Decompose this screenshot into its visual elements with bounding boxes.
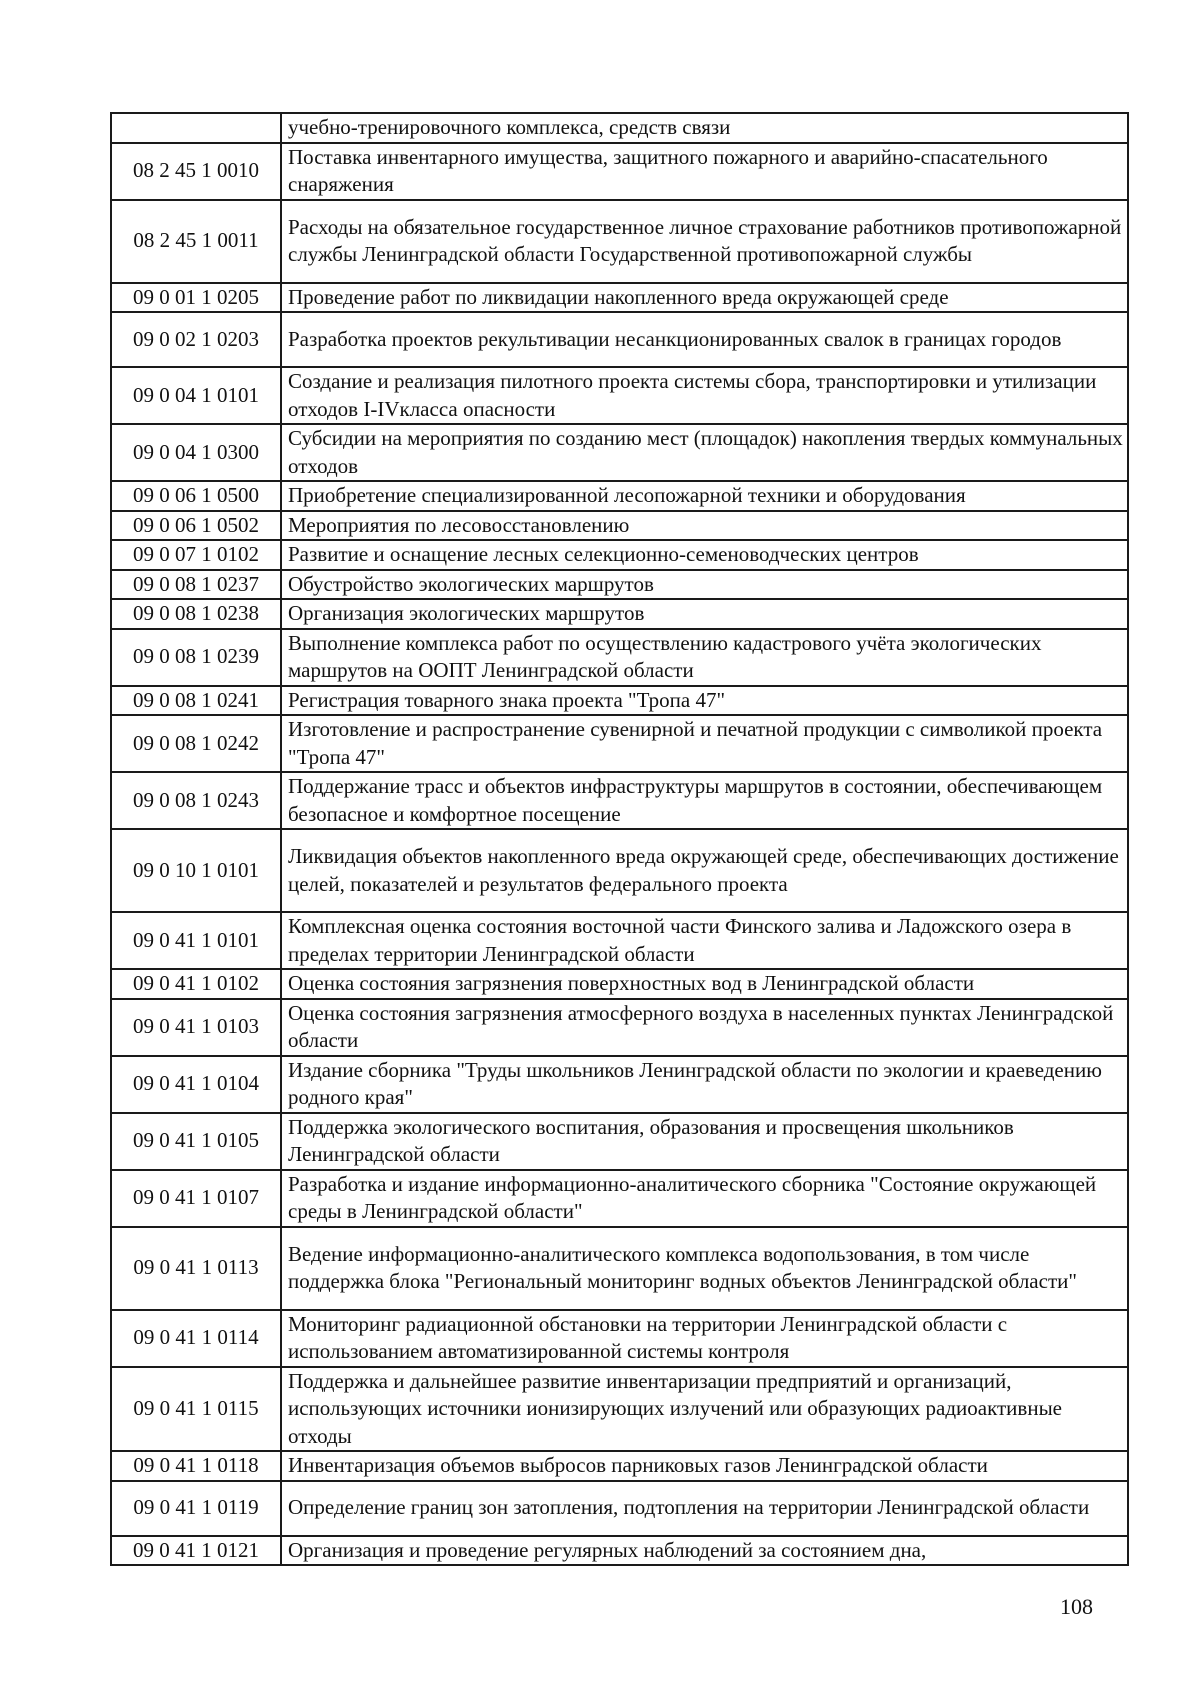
table-row — [111, 772, 1128, 829]
table-row — [111, 599, 1128, 629]
table-row — [111, 686, 1128, 716]
budget-code-cell: 09 0 10 1 0101 — [111, 829, 281, 912]
budget-code-cell: 09 0 02 1 0203 — [111, 312, 281, 367]
table-row — [111, 1170, 1128, 1227]
budget-code-cell: 09 0 41 1 0115 — [111, 1367, 281, 1452]
description-cell: Определение границ зон затопления, подтопления на территории Ленинградской области — [281, 1481, 1128, 1536]
budget-code-cell: 09 0 41 1 0113 — [111, 1227, 281, 1310]
table-row — [111, 367, 1128, 424]
description-cell: Организация и проведение регулярных наблюдений за состоянием дна, — [281, 1536, 1128, 1566]
table-row — [111, 1056, 1128, 1113]
table-row — [111, 715, 1128, 772]
table-row — [111, 312, 1128, 367]
page-number: 108 — [1060, 1594, 1093, 1619]
budget-code-cell: 09 0 08 1 0239 — [111, 629, 281, 686]
budget-code-cell: 09 0 08 1 0242 — [111, 715, 281, 772]
table-row — [111, 481, 1128, 511]
budget-code-cell: 08 2 45 1 0011 — [111, 200, 281, 283]
table-body — [111, 113, 1128, 1565]
description-cell: Субсидии на мероприятия по созданию мест (площадок) накопления твердых коммунальных отходов — [281, 424, 1128, 481]
budget-code-cell: 09 0 08 1 0237 — [111, 570, 281, 600]
table-row — [111, 912, 1128, 969]
description-cell: Приобретение специализированной лесопожарной техники и оборудования — [281, 481, 1128, 511]
description-cell: Мониторинг радиационной обстановки на территории Ленинградской области с использованием автоматизированной системы контроля — [281, 1310, 1128, 1367]
description-cell: Расходы на обязательное государственное личное страхование работников противопожарной службы Ленинградской области Государственной противопожарной службы — [281, 200, 1128, 283]
description-cell: Изготовление и распространение сувенирной и печатной продукции с символикой проекта "Тропа 47" — [281, 715, 1128, 772]
budget-code-cell: 09 0 01 1 0205 — [111, 283, 281, 313]
table-row — [111, 1310, 1128, 1367]
table-row — [111, 283, 1128, 313]
description-cell: Поставка инвентарного имущества, защитного пожарного и аварийно-спасательного снаряжения — [281, 143, 1128, 200]
description-cell: Поддержка экологического воспитания, образования и просвещения школьников Ленинградской области — [281, 1113, 1128, 1170]
table-row — [111, 200, 1128, 283]
budget-code-cell — [111, 113, 281, 143]
table-row — [111, 1481, 1128, 1536]
description-cell: Мероприятия по лесовосстановлению — [281, 511, 1128, 541]
table-row — [111, 1367, 1128, 1452]
table-row — [111, 829, 1128, 912]
table-row — [111, 570, 1128, 600]
table-row — [111, 1536, 1128, 1566]
description-cell: Ликвидация объектов накопленного вреда окружающей среде, обеспечивающих достижение целей, показателей и результатов федерального проекта — [281, 829, 1128, 912]
budget-code-cell: 09 0 41 1 0107 — [111, 1170, 281, 1227]
budget-code-cell: 09 0 08 1 0238 — [111, 599, 281, 629]
description-cell: Создание и реализация пилотного проекта системы сбора, транспортировки и утилизации отходов I-IVкласса опасности — [281, 367, 1128, 424]
table-row — [111, 511, 1128, 541]
description-cell: Оценка состояния загрязнения поверхностных вод в Ленинградской области — [281, 969, 1128, 999]
budget-code-cell: 09 0 07 1 0102 — [111, 540, 281, 570]
description-cell: Оценка состояния загрязнения атмосферного воздуха в населенных пунктах Ленинградской области — [281, 999, 1128, 1056]
budget-code-table — [110, 112, 1129, 1566]
description-cell: Разработка проектов рекультивации несанкционированных свалок в границах городов — [281, 312, 1128, 367]
description-cell: Издание сборника "Труды школьников Ленинградской области по экологии и краеведению родного края" — [281, 1056, 1128, 1113]
budget-code-cell: 09 0 41 1 0121 — [111, 1536, 281, 1566]
table-row — [111, 1227, 1128, 1310]
description-cell: Комплексная оценка состояния восточной части Финского залива и Ладожского озера в пределах территории Ленинградской области — [281, 912, 1128, 969]
table-row — [111, 999, 1128, 1056]
description-cell: Обустройство экологических маршрутов — [281, 570, 1128, 600]
description-cell: Организация экологических маршрутов — [281, 599, 1128, 629]
budget-code-cell: 09 0 08 1 0241 — [111, 686, 281, 716]
table-row — [111, 143, 1128, 200]
table-row — [111, 1113, 1128, 1170]
budget-code-cell: 09 0 41 1 0114 — [111, 1310, 281, 1367]
budget-code-cell: 09 0 04 1 0300 — [111, 424, 281, 481]
description-cell: Выполнение комплекса работ по осуществлению кадастрового учёта экологических маршрутов на ООПТ Ленинградской области — [281, 629, 1128, 686]
description-cell: Поддержка и дальнейшее развитие инвентаризации предприятий и организаций, использующих источники ионизирующих излучений или образующих радиоактивные отходы — [281, 1367, 1128, 1452]
description-cell: Регистрация товарного знака проекта "Тропа 47" — [281, 686, 1128, 716]
description-cell: Развитие и оснащение лесных селекционно-семеноводческих центров — [281, 540, 1128, 570]
description-cell: Проведение работ по ликвидации накопленного вреда окружающей среде — [281, 283, 1128, 313]
budget-code-cell: 09 0 06 1 0502 — [111, 511, 281, 541]
budget-code-cell: 09 0 04 1 0101 — [111, 367, 281, 424]
description-cell: Разработка и издание информационно-аналитического сборника "Состояние окружающей среды в Ленинградской области" — [281, 1170, 1128, 1227]
budget-code-cell: 09 0 41 1 0105 — [111, 1113, 281, 1170]
budget-code-cell: 09 0 41 1 0118 — [111, 1451, 281, 1481]
description-cell: Инвентаризация объемов выбросов парниковых газов Ленинградской области — [281, 1451, 1128, 1481]
budget-code-cell: 08 2 45 1 0010 — [111, 143, 281, 200]
table-row — [111, 1451, 1128, 1481]
budget-code-cell: 09 0 41 1 0102 — [111, 969, 281, 999]
budget-code-cell: 09 0 41 1 0103 — [111, 999, 281, 1056]
table-row — [111, 969, 1128, 999]
table-row — [111, 113, 1128, 143]
table-row — [111, 424, 1128, 481]
budget-code-cell: 09 0 41 1 0101 — [111, 912, 281, 969]
budget-code-cell: 09 0 06 1 0500 — [111, 481, 281, 511]
description-cell: Ведение информационно-аналитического комплекса водопользования, в том числе поддержка блока "Региональный мониторинг водных объектов Ленинградской области" — [281, 1227, 1128, 1310]
budget-code-cell: 09 0 41 1 0119 — [111, 1481, 281, 1536]
budget-code-cell: 09 0 08 1 0243 — [111, 772, 281, 829]
table-row — [111, 540, 1128, 570]
description-cell: Поддержание трасс и объектов инфраструктуры маршрутов в состоянии, обеспечивающем безопасное и комфортное посещение — [281, 772, 1128, 829]
description-cell: учебно-тренировочного комплекса, средств связи — [281, 113, 1128, 143]
table-row — [111, 629, 1128, 686]
budget-code-cell: 09 0 41 1 0104 — [111, 1056, 281, 1113]
